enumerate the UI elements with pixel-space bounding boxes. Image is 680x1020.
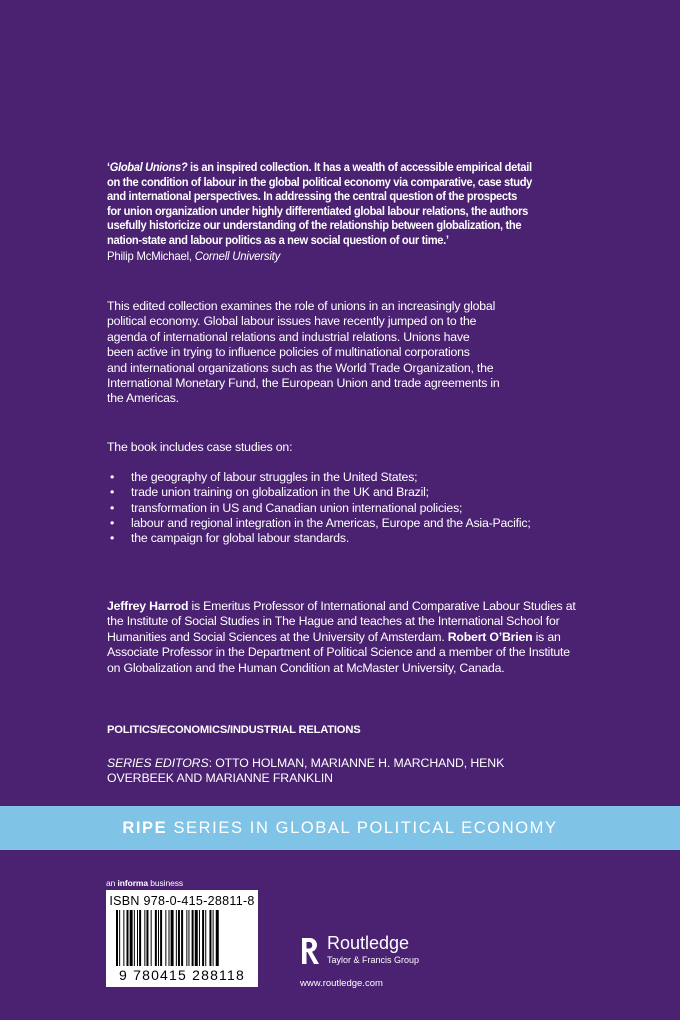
barcode-bar (188, 910, 189, 966)
barcode-bar (155, 910, 157, 966)
series-banner (0, 806, 680, 850)
barcode-bar (165, 910, 166, 966)
barcode-bar (146, 910, 148, 966)
barcode-bar (123, 910, 124, 966)
quote-line-1: ‘Global Unions? is an inspired collection. It has a wealth of accessible empirical detail (107, 161, 532, 174)
barcode-bar (202, 910, 204, 966)
quote-line: and international perspectives. In addressing the central question of the prospects (107, 190, 517, 204)
barcode-bar (169, 910, 170, 966)
quote-book-title: Global Unions? (109, 161, 188, 174)
case-study-item: • the campaign for global labour standards. (107, 531, 577, 546)
description-line: and international organizations such as the World Trade Organization, the (107, 360, 494, 375)
description-line: the Americas. (107, 391, 179, 406)
book-description (107, 299, 582, 407)
editor-name-2: Robert O’Brien (447, 629, 533, 644)
barcode-bar (144, 910, 145, 966)
barcode-bar (139, 910, 141, 966)
editor-biographies: Jeffrey Harrod is Emeritus Professor of International and Comparative Labour Studies at the Institute of Social Studies in The Hague and teaches at the International School for Humanities and Social Sciences at the University of Amsterdam. Robert O’Brien is an Associate Professor in the Department of Political Science and a member of the Institute on Globalization and the Human Condition at McMaster University, Canada. (107, 599, 576, 675)
barcode-bar (176, 910, 177, 966)
barcode-bar (158, 910, 159, 966)
quote-line: on the condition of labour in the global political economy via comparative, case study (107, 175, 533, 189)
series-editors: SERIES EDITORS: OTTO HOLMAN, MARIANNE H. MARCHAND, HENK OVERBEEK AND MARIANNE FRANKLIN (107, 756, 505, 786)
barcode-bar (209, 910, 211, 966)
barcode-bar (178, 910, 180, 966)
barcode-bar (116, 910, 118, 966)
endorsement-quote (107, 161, 558, 263)
description-line: been active in trying to influence policies of multinational corporations (107, 345, 470, 360)
series-editors-label: SERIES EDITORS (107, 756, 209, 770)
series-title: RIPE SERIES IN GLOBAL POLITICAL ECONOMY (122, 818, 558, 837)
description-line: This edited collection examines the role of unions in an increasingly global (107, 299, 496, 313)
description-line: agenda of international relations and industrial relations. Unions have (107, 329, 470, 344)
quote-line: nation-state and labour politics as a new social question of our time.’ (107, 233, 449, 247)
quote-author: Philip McMichael, (107, 248, 192, 263)
barcode-bar (213, 910, 214, 966)
case-study-item: • trade union training on globalization in the UK and Brazil; (107, 485, 577, 500)
routledge-logo-icon (299, 936, 321, 966)
barcode-bar (195, 910, 198, 966)
publisher-group: Taylor & Francis Group (327, 955, 420, 965)
description-line: International Monetary Fund, the European Union and trade agreements in (107, 376, 500, 391)
barcode-bar (151, 910, 152, 966)
barcode-bar (186, 910, 187, 966)
barcode-bar (137, 910, 138, 966)
barcode-bar (171, 910, 174, 966)
barcode-bars (116, 910, 248, 966)
quote-line: for union organization under highly differentiated global labour relations, the authors (107, 204, 528, 218)
barcode-bar (134, 910, 135, 966)
barcode-bar (199, 910, 200, 966)
barcode-bar (181, 910, 183, 966)
barcode-bar (192, 910, 194, 966)
includes-heading: The book includes case studies on: (107, 440, 293, 454)
barcode-bar (205, 910, 206, 966)
editor-name-1: Jeffrey Harrod (107, 599, 189, 613)
barcode-bar (160, 910, 162, 966)
publisher-name: Routledge (327, 933, 410, 953)
barcode-bar (130, 910, 133, 966)
case-study-list (107, 470, 577, 546)
barcode-bar (119, 910, 120, 966)
informa-tagline: an informa business (106, 878, 184, 888)
isbn-number: ISBN 978-0-415-28811-8 (109, 894, 255, 908)
quote-line: usefully historicize our understanding of the relationship between globalization, the (107, 219, 522, 233)
case-study-item: • labour and regional integration in the Americas, Europe and the Asia-Pacific; (107, 516, 551, 531)
quote-attribution (107, 249, 558, 264)
ean-digits: 9 780415 288118 (119, 967, 245, 983)
case-study-item: • transformation in US and Canadian union international policies; (107, 501, 577, 516)
series-acronym: RIPE (122, 818, 168, 837)
case-study-item: • the geography of labour struggles in the United States; (107, 470, 577, 485)
barcode-bar (216, 910, 219, 966)
subject-category: POLITICS/ECONOMICS/INDUSTRIAL RELATIONS (107, 724, 361, 736)
description-line: political economy. Global labour issues have recently jumped on to the (107, 314, 477, 329)
publisher-website: www.routledge.com (300, 978, 383, 989)
quote-affiliation: Cornell University (194, 248, 281, 263)
barcode (106, 890, 258, 987)
barcode-bar (127, 910, 129, 966)
